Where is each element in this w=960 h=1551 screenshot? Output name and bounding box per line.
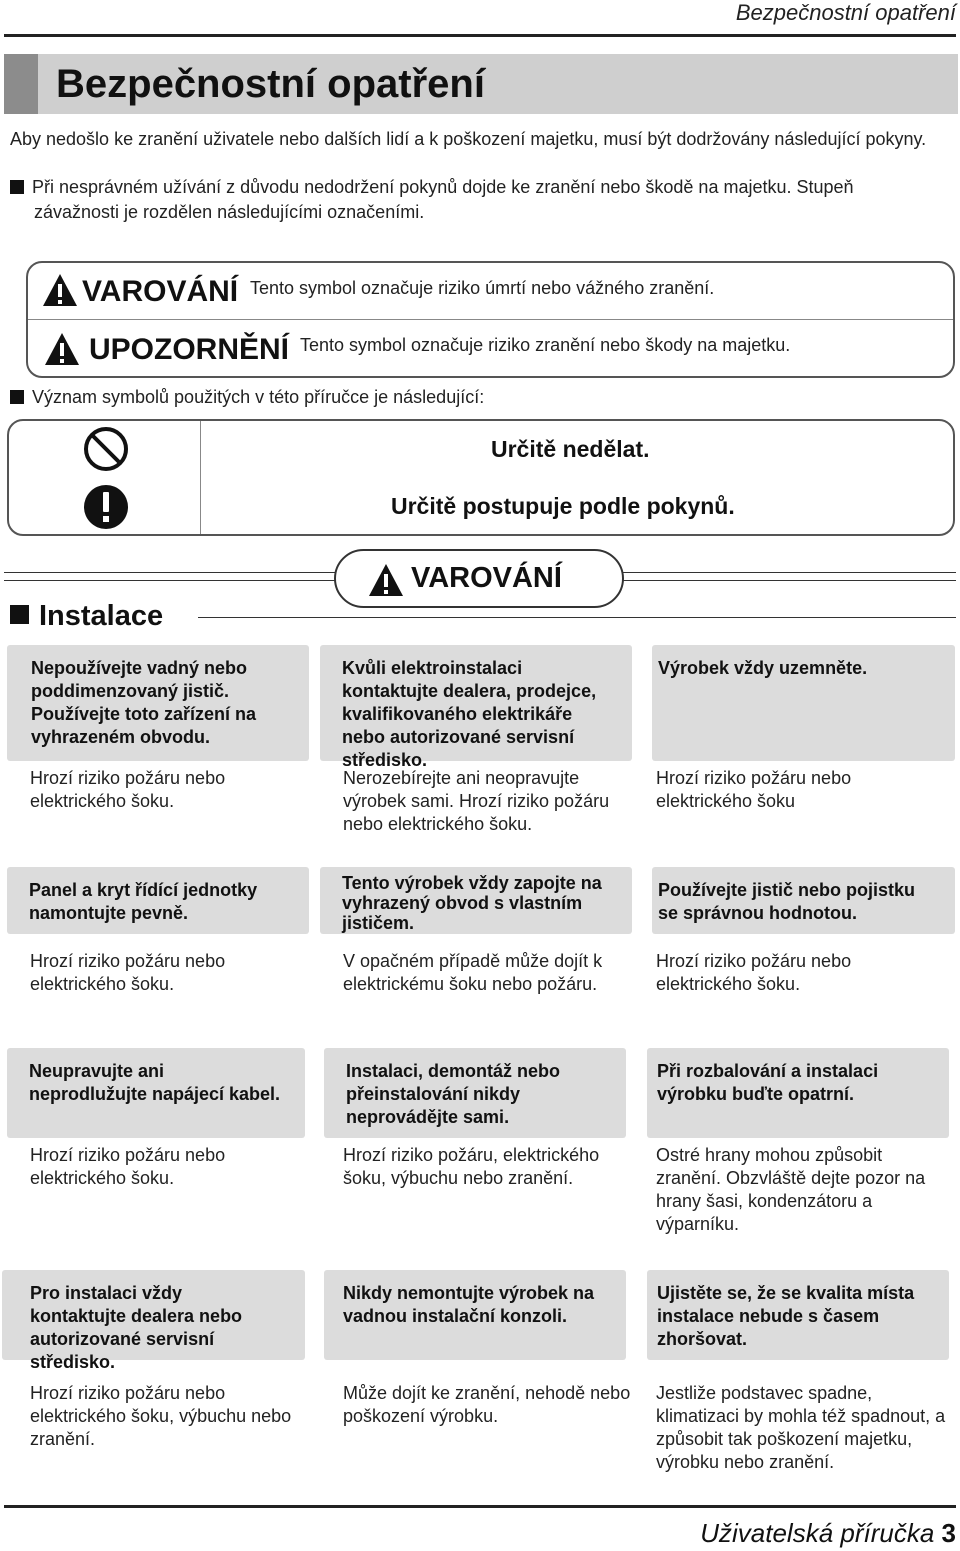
warning-note: Hrozí riziko požáru nebo elektrického šoku. bbox=[30, 951, 226, 994]
warning-note: Jestliže podstavec spadne, klimatizaci by mohla též spadnout, a způsobit tak poškození majetku, výrobku nebo zranění. bbox=[656, 1383, 946, 1472]
page-title: Bezpečnostní opatření bbox=[56, 62, 485, 106]
warning-label: VAROVÁNÍ bbox=[82, 275, 239, 308]
symbols-box bbox=[7, 419, 955, 536]
severity-divider bbox=[28, 319, 953, 320]
section-title bbox=[10, 600, 163, 633]
warning-card: Kvůli elektroinstalaci kontaktujte dealera, prodejce, kvalifikovaného elektrikáře nebo autorizované servisní středisko. bbox=[320, 645, 632, 761]
warning-card: Tento výrobek vždy zapojte na vyhrazený obvod s vlastním jističem. bbox=[320, 867, 632, 934]
section-rule bbox=[198, 617, 956, 618]
warning-banner bbox=[334, 549, 624, 608]
warning-note: Ostré hrany mohou způsobit zranění. Obzvláště dejte pozor na hrany šasi, kondenzátoru a výparníku. bbox=[656, 1145, 926, 1234]
warning-note: Hrozí riziko požáru nebo elektrického šoku. bbox=[30, 768, 226, 811]
warning-card: Při rozbalování a instalaci výrobku buďte opatrní. bbox=[647, 1048, 949, 1138]
banner-rule bbox=[4, 580, 336, 581]
warning-banner-label: VAROVÁNÍ bbox=[411, 562, 562, 594]
warning-triangle-icon bbox=[42, 273, 78, 307]
caution-desc: Tento symbol označuje riziko zranění nebo škody na majetku. bbox=[300, 335, 791, 355]
warning-card: Panel a kryt řídící jednotky namontujte pevně. bbox=[7, 867, 309, 934]
header-rule bbox=[4, 34, 956, 37]
warning-note: Hrozí riziko požáru nebo elektrického šoku. bbox=[656, 951, 852, 994]
prohibition-icon bbox=[83, 426, 129, 472]
title-bar bbox=[4, 54, 958, 114]
banner-rule bbox=[4, 572, 336, 573]
warning-note: Hrozí riziko požáru, elektrického šoku, výbuchu nebo zranění. bbox=[343, 1145, 600, 1188]
warning-note: Nerozebírejte ani neopravujte výrobek sami. Hrozí riziko požáru nebo elektrického šoku. bbox=[343, 768, 610, 834]
severity-box bbox=[26, 261, 955, 378]
intro-text: Aby nedošlo ke zranění uživatele nebo dalších lidí a k poškození majetku, musí být dodržovány následující pokyny. bbox=[10, 129, 927, 149]
bullet-symbols bbox=[10, 385, 484, 409]
warning-card: Ujistěte se, že se kvalita místa instalace nebude s časem zhoršovat. bbox=[647, 1270, 949, 1360]
warning-desc: Tento symbol označuje riziko úmrtí nebo vážného zranění. bbox=[250, 278, 715, 298]
bullet-square-icon bbox=[10, 390, 24, 404]
page-number: 3 bbox=[941, 1518, 956, 1548]
warning-card: Instalaci, demontáž nebo přeinstalování nikdy neprovádějte sami. bbox=[324, 1048, 626, 1138]
symbol-meaning-prohibited: Určitě nedělat. bbox=[491, 436, 650, 462]
symbols-divider bbox=[200, 421, 201, 534]
warning-note: Může dojít ke zranění, nehodě nebo poškození výrobku. bbox=[343, 1383, 631, 1426]
banner-rule bbox=[622, 572, 956, 573]
exclamation-icon bbox=[83, 484, 129, 530]
bullet-symbols-text: Význam symbolů použitých v této příručce je následující: bbox=[32, 387, 485, 407]
footer-rule bbox=[4, 1505, 956, 1508]
caution-triangle-icon bbox=[44, 332, 80, 366]
caution-label: UPOZORNĚNÍ bbox=[89, 333, 290, 366]
footer bbox=[700, 1518, 956, 1549]
section-square-icon bbox=[10, 605, 29, 624]
warning-card: Nepoužívejte vadný nebo poddimenzovaný jistič. Používejte toto zařízení na vyhrazeném obvodu. bbox=[7, 645, 309, 761]
symbol-meaning-mandatory: Určitě postupuje podle pokynů. bbox=[391, 493, 735, 519]
bullet-severity-line2: závažnosti je rozdělen následujícími označeními. bbox=[34, 202, 425, 222]
bullet-severity bbox=[10, 175, 854, 199]
warning-card: Výrobek vždy uzemněte. bbox=[652, 645, 955, 761]
section-title-text: Instalace bbox=[39, 600, 164, 632]
warning-note: Hrozí riziko požáru nebo elektrického šoku, výbuchu nebo zranění. bbox=[30, 1383, 292, 1449]
running-header: Bezpečnostní opatření bbox=[735, 0, 956, 25]
warning-triangle-icon bbox=[368, 563, 404, 597]
footer-label: Uživatelská příručka bbox=[700, 1518, 935, 1548]
warning-note: V opačném případě může dojít k elektrickému šoku nebo požáru. bbox=[343, 951, 603, 994]
banner-rule bbox=[622, 580, 956, 581]
bullet-square-icon bbox=[10, 180, 24, 194]
bullet-severity-line1: Při nesprávném užívání z důvodu nedodržení pokynů dojde ke zranění nebo škodě na majetku. Stupeň bbox=[32, 177, 854, 197]
warning-card: Neupravujte ani neprodlužujte napájecí kabel. bbox=[7, 1048, 305, 1138]
warning-card: Používejte jistič nebo pojistku se správnou hodnotou. bbox=[652, 867, 955, 934]
warning-note: Hrozí riziko požáru nebo elektrického šoku bbox=[656, 768, 852, 811]
title-stripe bbox=[4, 54, 38, 114]
warning-note: Hrozí riziko požáru nebo elektrického šoku. bbox=[30, 1145, 226, 1188]
warning-card: Nikdy nemontujte výrobek na vadnou instalační konzoli. bbox=[324, 1270, 626, 1360]
warning-card: Pro instalaci vždy kontaktujte dealera nebo autorizované servisní středisko. bbox=[2, 1270, 305, 1360]
